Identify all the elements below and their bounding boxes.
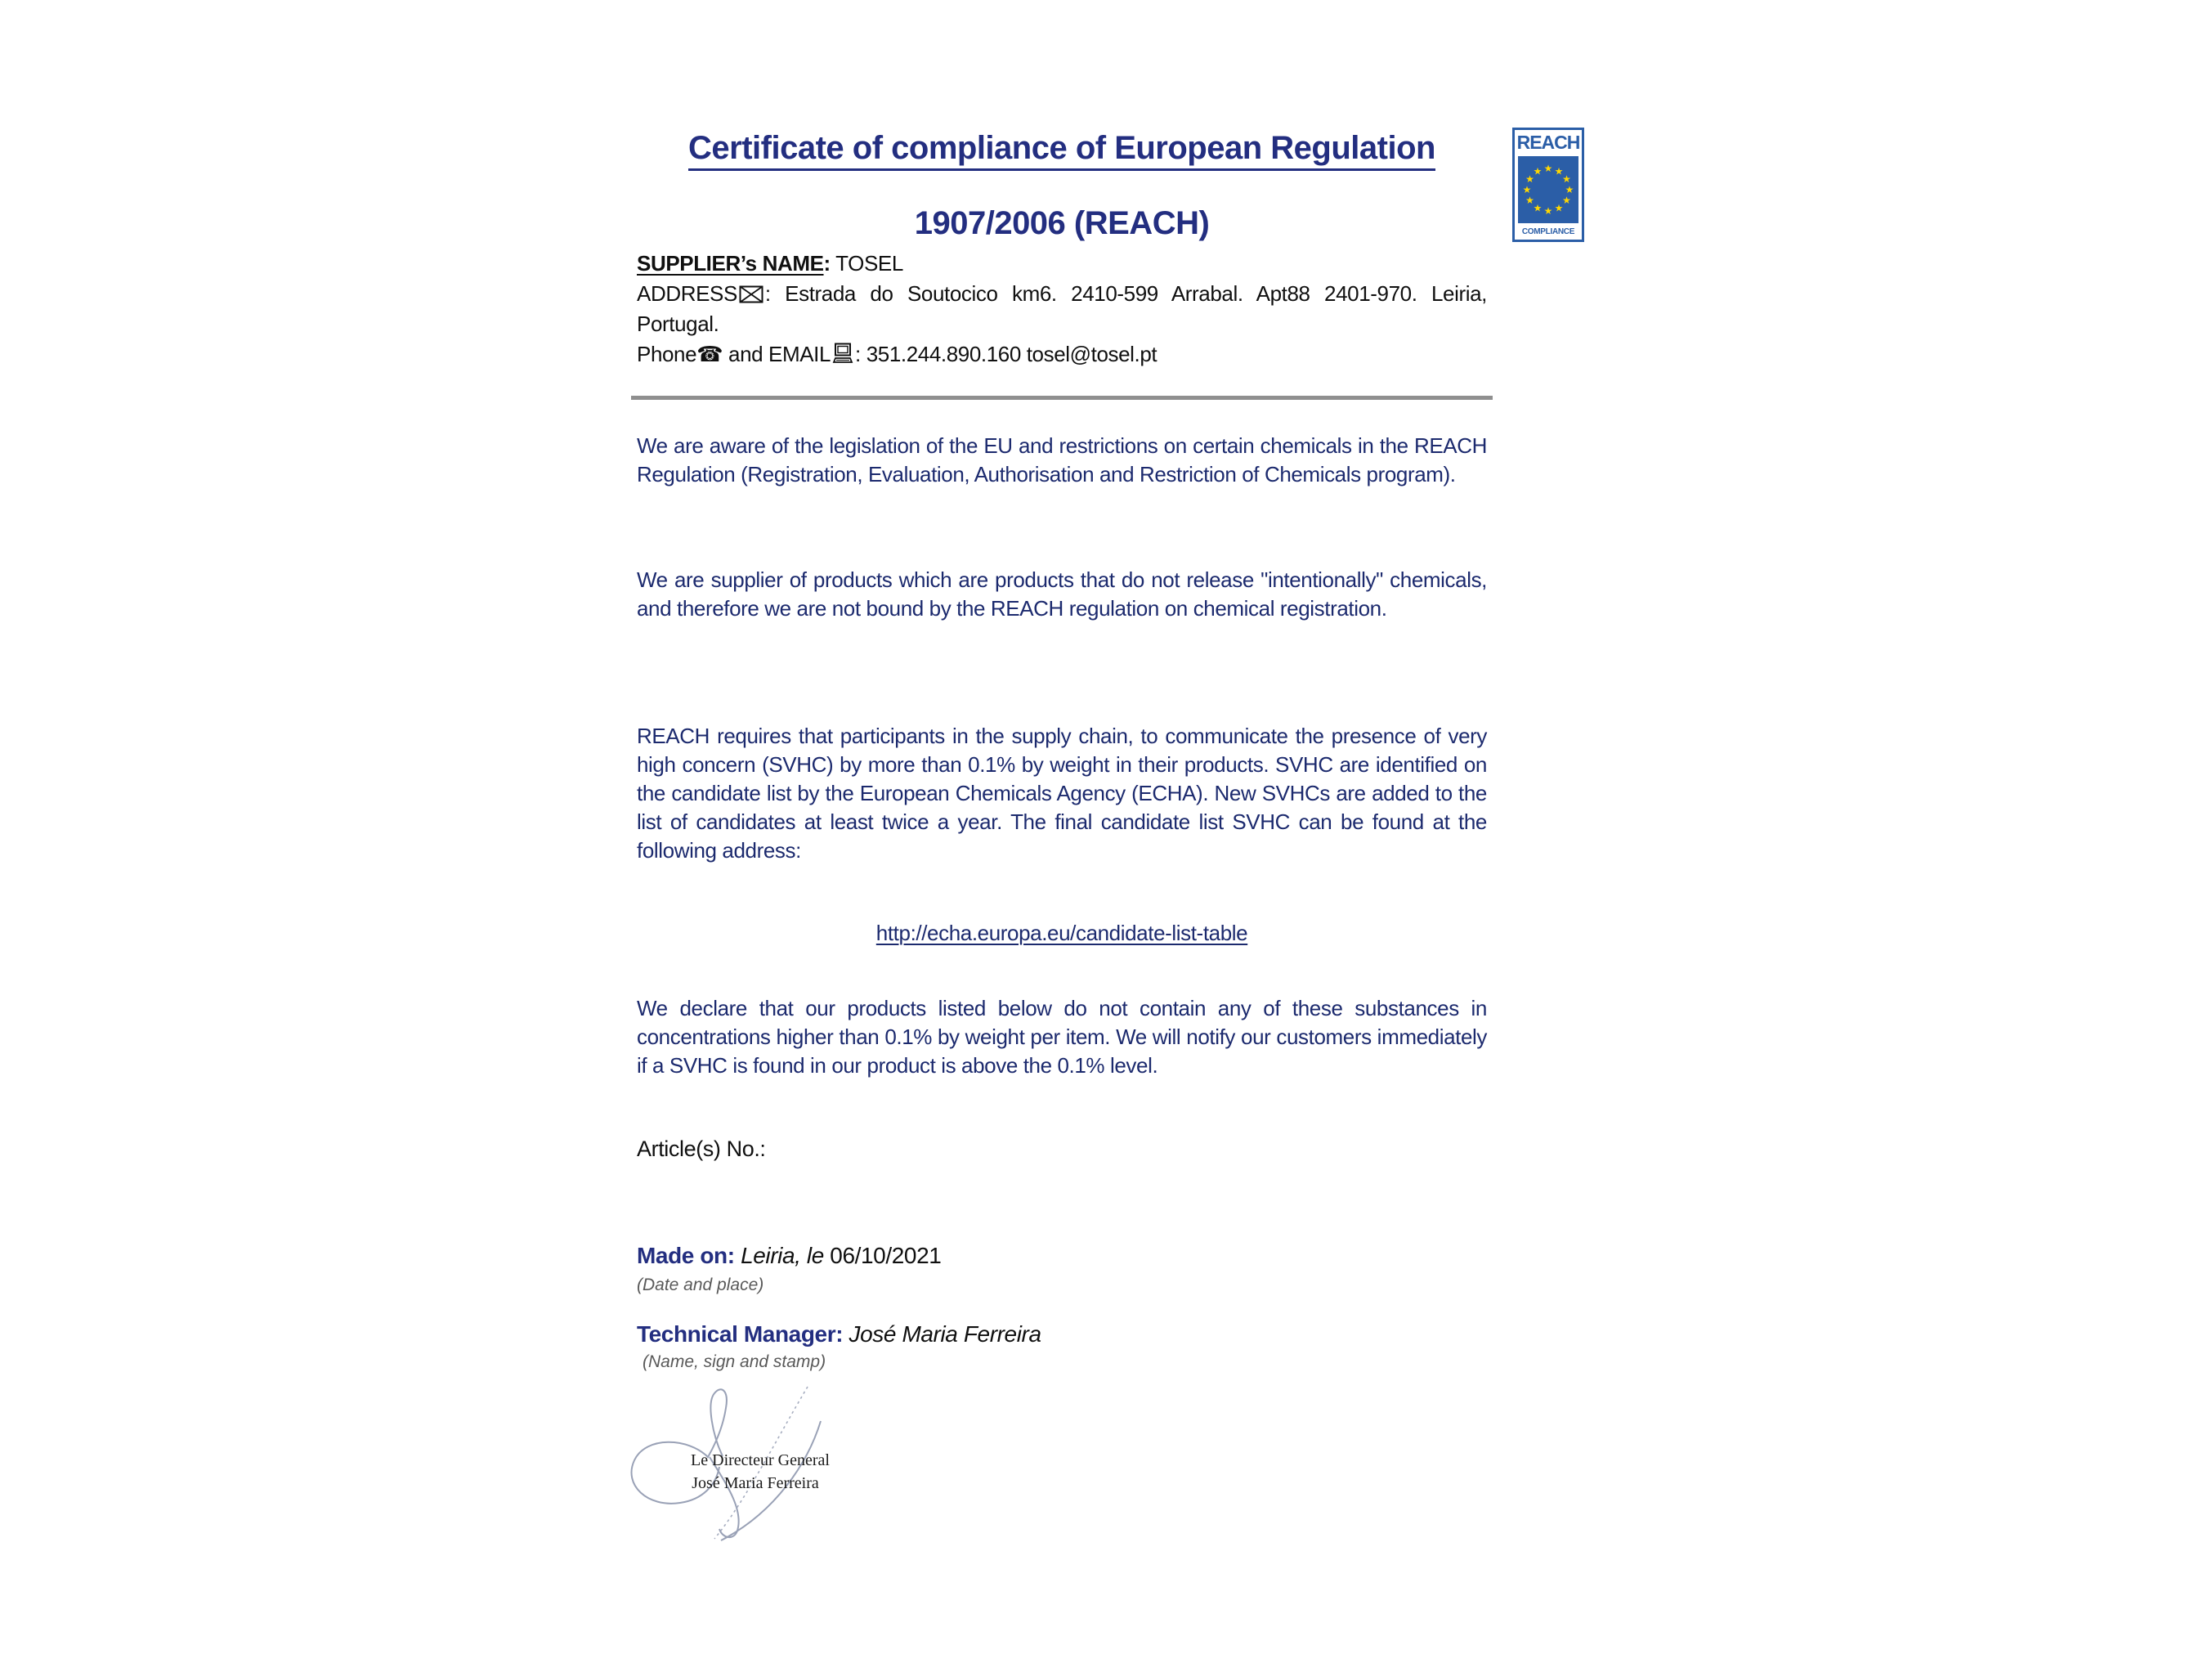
made-on-label: Made on: (637, 1243, 735, 1268)
made-on-date: 06/10/2021 (830, 1243, 942, 1268)
computer-icon (832, 343, 853, 364)
paragraph-svhc: REACH requires that participants in the supply chain, to communicate the presence of very high concern (SVHC) by more than 0.1% by weight in their products. SVHC are identified on the candidate list by the European Chemicals Agency (ECHA). New SVHCs are added to the list of candidates at least twice a year. The final candidate list SVHC can be found at the following address: (637, 724, 1487, 863)
technical-manager-label: Technical Manager: (637, 1321, 844, 1347)
phone-email-value: : 351.244.890.160 tosel@tosel.pt (855, 342, 1157, 366)
svg-text:★: ★ (1525, 173, 1534, 185)
svg-text:★: ★ (1533, 165, 1543, 177)
section-divider (631, 396, 1493, 400)
supplier-name-colon: : (823, 251, 831, 276)
supplier-name-line (637, 249, 1487, 279)
svg-text:★: ★ (1543, 163, 1553, 174)
candidate-list-link[interactable]: http://echa.europa.eu/candidate-list-table (875, 921, 1248, 945)
title-line-1-text: Certificate of compliance of European Regulation (688, 130, 1435, 171)
svg-text:★: ★ (1554, 165, 1564, 177)
envelope-icon (739, 285, 763, 303)
email-label: and EMAIL (723, 342, 831, 366)
signature-block (615, 1379, 897, 1563)
svg-text:★: ★ (1562, 195, 1571, 206)
supplier-address-line (637, 279, 1487, 339)
signature-name-text: José Maria Ferreira (692, 1474, 819, 1492)
svg-text:★: ★ (1554, 202, 1564, 214)
technical-manager-name: José Maria Ferreira (843, 1321, 1041, 1347)
paragraph-supplier-statement: We are supplier of products which are products that do not release "intentionally" chemicals, and therefore we are not bound by the REACH regulation on chemical registration. (637, 567, 1487, 621)
logo-compliance-text: COMPLIANCE (1521, 227, 1575, 236)
made-on-place: Leiria, le (734, 1243, 831, 1268)
made-on-line (637, 1243, 941, 1269)
signature-title-text: Le Directeur General (691, 1451, 830, 1469)
articles-no-label: Article(s) No.: (637, 1137, 766, 1161)
svg-text:★: ★ (1565, 184, 1574, 195)
candidate-list-link-line (637, 921, 1487, 946)
supplier-name-label: SUPPLIER’s NAME (637, 251, 824, 276)
date-place-note: (Date and place) (637, 1276, 764, 1294)
phone-icon: ☎ (696, 343, 723, 367)
name-sign-stamp-note: (Name, sign and stamp) (643, 1352, 826, 1371)
svg-text:★: ★ (1522, 184, 1532, 195)
title-line-2: 1907/2006 (REACH) (914, 205, 1210, 241)
supplier-phone-line (637, 339, 1487, 370)
address-label: ADDRESS (637, 281, 737, 306)
svg-text:★: ★ (1562, 173, 1571, 185)
phone-label: Phone (637, 342, 697, 366)
paragraph-awareness: We are aware of the legislation of the EU and restrictions on certain chemicals in the REACH Regulation (Registration, Evaluation, Authorisation and Restriction of Chemicals program). (637, 433, 1487, 486)
svg-text:★: ★ (1525, 195, 1534, 206)
svg-text:★: ★ (1543, 205, 1553, 217)
svg-text:★: ★ (1533, 202, 1543, 214)
paragraph-declaration: We declare that our products listed below do not contain any of these substances in concentrations higher than 0.1% by weight per item. We will notify our customers immediately if a SVHC is found in our product is above the 0.1% level. (637, 996, 1487, 1078)
supplier-block (637, 249, 1487, 370)
title-line-1 (637, 110, 1487, 186)
supplier-name-value: TOSEL (830, 251, 903, 276)
technical-manager-line (637, 1321, 1041, 1347)
reach-compliance-logo (1512, 128, 1584, 242)
address-value: : Estrada do Soutocico km6. 2410-599 Arrabal. Apt88 2401-970. Leiria, Portugal. (637, 281, 1487, 336)
document-title (637, 110, 1487, 261)
logo-reach-text: REACH (1516, 132, 1580, 153)
eu-stars-icon (1518, 156, 1578, 223)
